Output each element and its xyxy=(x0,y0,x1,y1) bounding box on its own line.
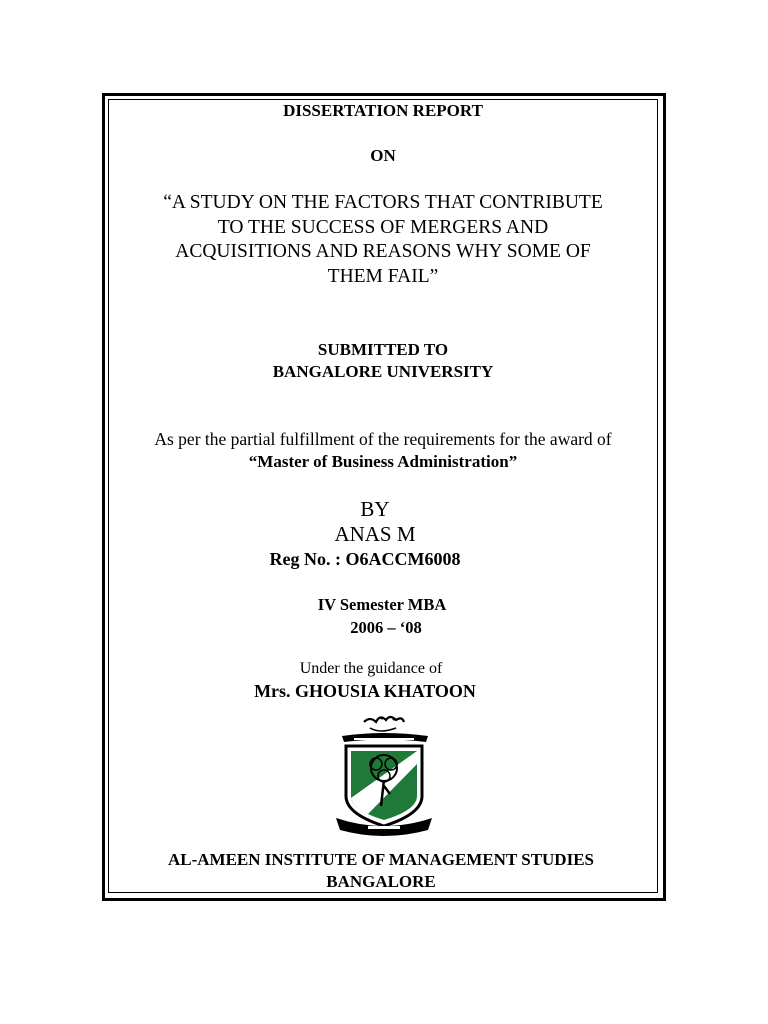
guidance-label: Under the guidance of xyxy=(299,660,443,677)
guide-name: Mrs. GHOUSIA KHATOON xyxy=(254,681,476,701)
institute-name: AL-AMEEN INSTITUTE OF MANAGEMENT STUDIES xyxy=(167,850,594,869)
batch-years: 2006 – ‘08 xyxy=(350,618,422,637)
title-line: TO THE SUCCESS OF MERGERS AND xyxy=(217,216,549,238)
degree-name: “Master of Business Administration” xyxy=(248,452,518,471)
registration-number: Reg No. : O6ACCM6008 xyxy=(269,549,461,569)
semester-label: IV Semester MBA xyxy=(317,595,447,614)
report-heading: DISSERTATION REPORT xyxy=(283,101,483,120)
submitted-to-label: SUBMITTED TO xyxy=(317,340,449,359)
on-label: ON xyxy=(370,146,396,165)
fulfillment-text: As per the partial fulfillment of the requirements for the award of xyxy=(154,429,612,449)
university-name: BANGALORE UNIVERSITY xyxy=(272,362,494,381)
title-line: ACQUISITIONS AND REASONS WHY SOME OF xyxy=(175,241,591,262)
institute-city: BANGALORE xyxy=(326,872,436,891)
dissertation-title xyxy=(108,191,658,289)
title-line: THEM FAIL” xyxy=(327,265,439,287)
author-name: ANAS M xyxy=(334,522,416,546)
by-label: BY xyxy=(360,497,390,521)
institute-crest-icon xyxy=(334,714,434,838)
title-line: “A STUDY ON THE FACTORS THAT CONTRIBUTE xyxy=(163,192,603,213)
